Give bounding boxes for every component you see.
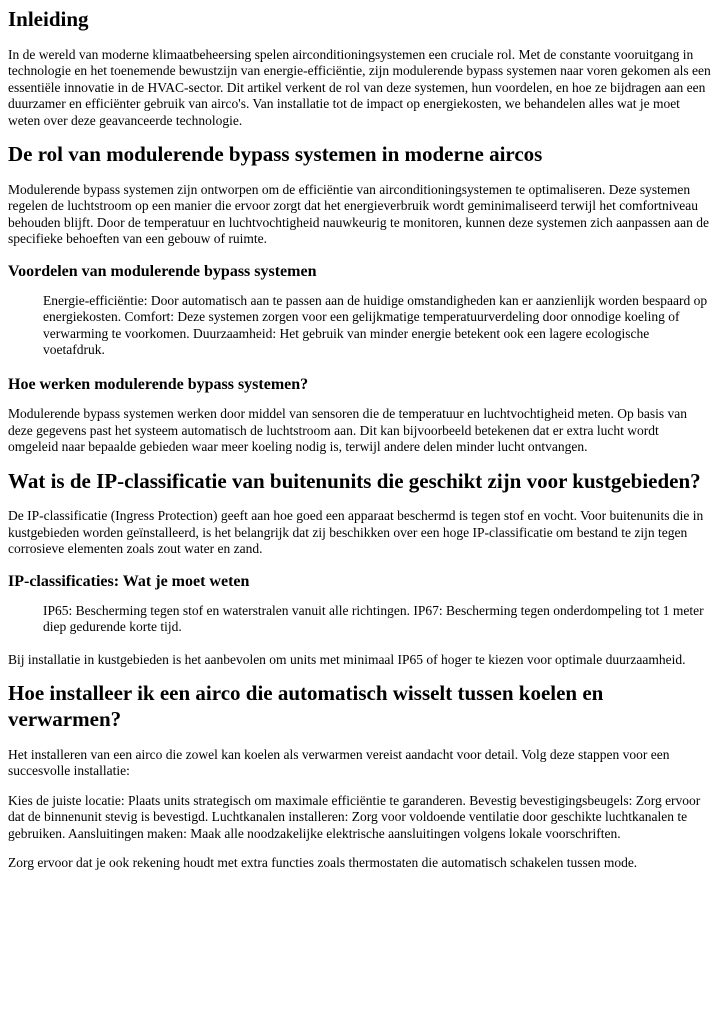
heading-ip-classification: Wat is de IP-classificatie van buitenunits die geschikt zijn voor kustgebieden? xyxy=(8,468,701,493)
ip-paragraph: De IP-classificatie (Ingress Protection) geeft aan hoe goed een apparaat beschermd is tegen stof en vocht. Voor buitenunits die in kustgebieden worden geïnstalleerd, is het belangrijk dat zij beschikken over een hoge IP-classificatie om bestand te zijn tegen corrosieve elementen zoals zout water en zand. xyxy=(8,508,704,557)
installation-intro-paragraph: Het installeren van een airco die zowel kan koelen als verwarmen vereist aandacht voor detail. Volg deze stappen voor een succesvolle installatie: xyxy=(8,746,670,779)
benefits-blockquote: Energie-efficiëntie: Door automatisch aan te passen aan de huidige omstandigheden kan er aanzienlijk worden bespaard op energiekosten. Comfort: Deze systemen zorgen voor een gelijkmatige temperatuurverdeling door onnodige koeling of verwarming te voorkomen. Duurzaamheid: Het gebruik van minder energie betekent ook een lagere ecologische voetafdruk. xyxy=(43,292,708,358)
heading-ip-classes: IP-classificaties: Wat je moet weten xyxy=(8,572,250,590)
installation-extra-paragraph: Zorg ervoor dat je ook rekening houdt met extra functies zoals thermostaten die automatisch schakelen tussen mode. xyxy=(8,855,638,871)
intro-paragraph: In de wereld van moderne klimaatbeheersing spelen airconditioningsystemen een cruciale rol. Met de constante vooruitgang in technologie en het toenemende bewustzijn van energie-efficiëntie, zijn modulerende bypass systemen naar voren gekomen als een essentiële innovatie in de HVAC-sector. Dit artikel verkent de rol van deze systemen, hun voordelen, en hoe ze bijdragen aan een duurzamer en efficiënter gebruik van airco's. Van installatie tot de impact op energiekosten, we behandelen alles wat je moet weten over deze geavanceerde technologie. xyxy=(8,46,711,128)
ip-advice-paragraph: Bij installatie in kustgebieden is het aanbevolen om units met minimaal IP65 of hoger te kiezen voor optimale duurzaamheid. xyxy=(8,651,686,667)
how-it-works-paragraph: Modulerende bypass systemen werken door middel van sensoren die de temperatuur en luchtvochtigheid meten. Op basis van deze gegevens past het systeem automatisch de luchtstroom aan. Dit kan bijvoorbeeld betekenen dat er extra lucht wordt omgeleid naar bepaalde gebieden waar meer koeling nodig is, terwijl andere delen minder lucht ontvangen. xyxy=(8,406,687,455)
ip-classes-blockquote: IP65: Bescherming tegen stof en waterstralen vanuit alle richtingen. IP67: Bescherming tegen onderdompeling tot 1 meter diep gedurende korte tijd. xyxy=(43,602,704,635)
heading-installation: Hoe installeer ik een airco die automatisch wisselt tussen koelen en verwarmen? xyxy=(8,681,604,731)
installation-steps-paragraph: Kies de juiste locatie: Plaats units strategisch om maximale efficiëntie te garanderen. Bevestig bevestigingsbeugels: Zorg ervoor dat de binnenunit stevig is bevestigd. Luchtkanalen installeren: Zorg voor voldoende ventilatie door geschikte luchtkanalen te gebruiken. Aansluitingen maken: Maak alle noodzakelijke elektrische aansluitingen volgens lokale voorschriften. xyxy=(8,792,701,841)
role-paragraph: Modulerende bypass systemen zijn ontworpen om de efficiëntie van airconditioningsystemen te optimaliseren. Deze systemen regelen de luchtstroom op een manier die ervoor zorgt dat het energieverbruik wordt geminimaliseerd terwijl het comfortniveau behouden blijft. Door de temperatuur en luchtvochtigheid nauwkeurig te monitoren, kunnen deze systemen zich aanpassen aan de specifieke behoeften van een gebouw of ruimte. xyxy=(8,181,710,247)
heading-benefits: Voordelen van modulerende bypass systemen xyxy=(8,262,317,280)
heading-role-bypass-systems: De rol van modulerende bypass systemen in moderne aircos xyxy=(8,142,543,167)
heading-how-it-works: Hoe werken modulerende bypass systemen? xyxy=(8,375,309,393)
heading-inleiding: Inleiding xyxy=(8,7,89,31)
